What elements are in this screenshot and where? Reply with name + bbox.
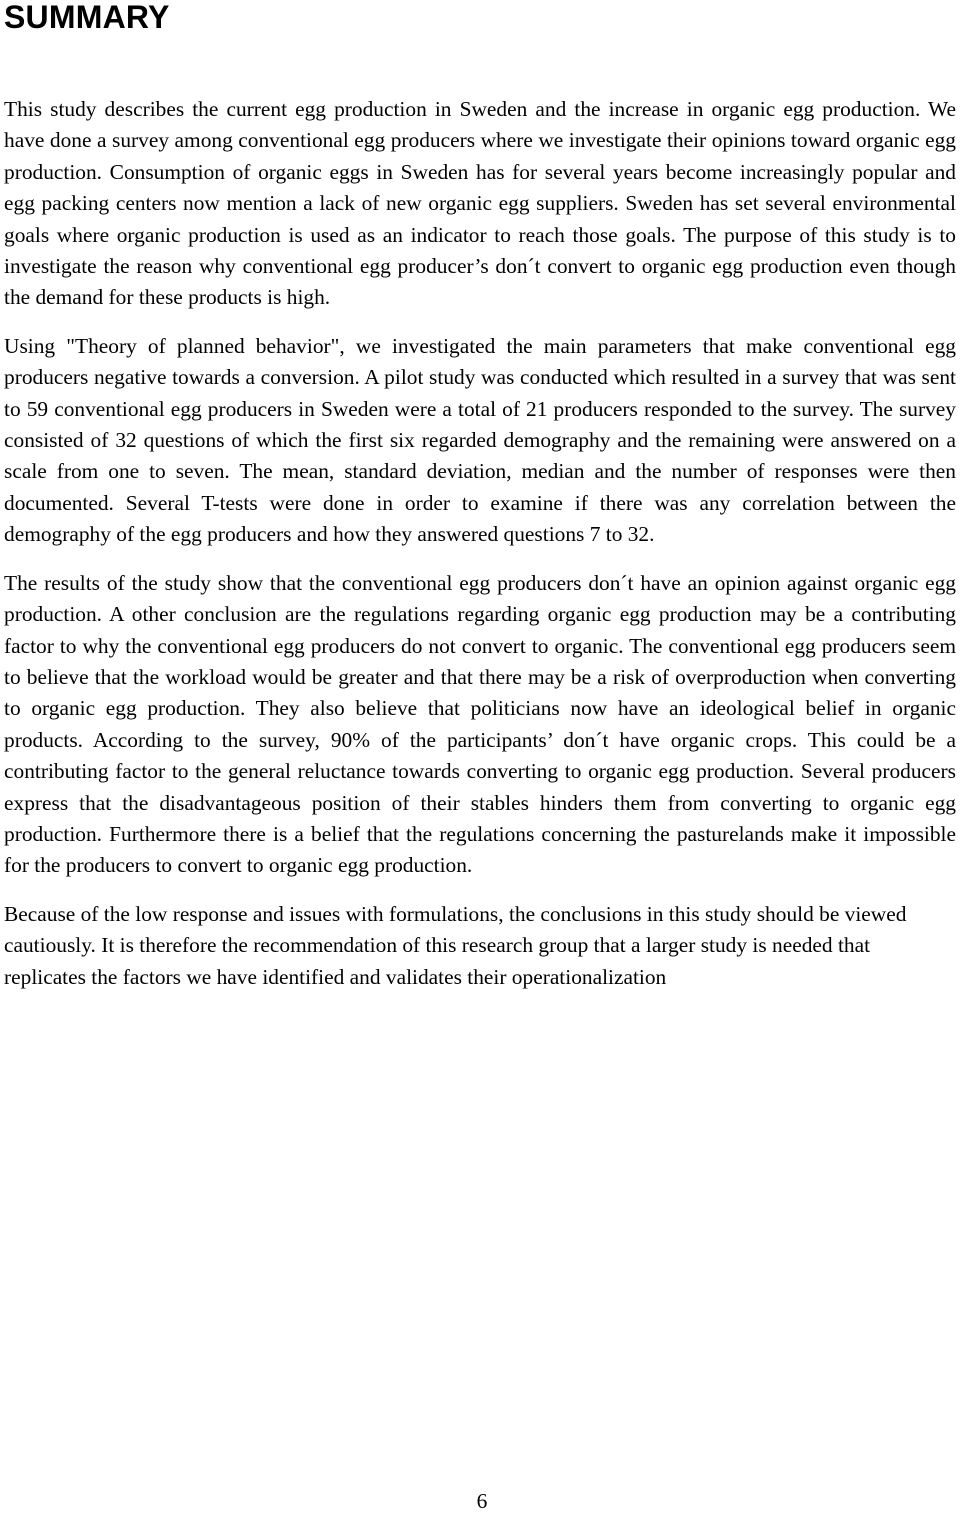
page-number: 6 bbox=[476, 1489, 488, 1513]
paragraph-method: Using "Theory of planned behavior", we investigated the main parameters that make conventional egg producers negative towards a conversion. A pilot study was conducted which resulted in a survey that was sent to 59 conventional egg producers in Sweden were a total of 21 producers responded to the survey. The survey consisted of 32 questions of which the first six regarded demography and the remaining were answered on a scale from one to seven. The mean, standard deviation, median and the number of responses were then documented. Several T-tests were done in order to examine if there was any correlation between the demography of the egg producers and how they answered questions 7 to 32. bbox=[4, 333, 956, 547]
paragraph-results: The results of the study show that the conventional egg producers don´t have an opinion against organic egg production. A other conclusion are the regulations regarding organic egg production may be a contributing factor to why the conventional egg producers do not convert to organic. The conventional egg producers seem to believe that the workload would be greater and that there may be a risk of overproduction when converting to organic egg production. They also believe that politicians now have an ideological belief in organic products. According to the survey, 90% of the participants’ don´t have organic crops. This could be a contributing factor to the general reluctance towards converting to organic egg production. Several producers express that the disadvantageous position of their stables hinders them from converting to organic egg production. Furthermore there is a belief that the regulations concerning the pasturelands make it impossible for the producers to convert to organic egg production. bbox=[4, 570, 956, 878]
summary-heading: SUMMARY bbox=[4, 0, 170, 35]
paragraph-introduction: This study describes the current egg production in Sweden and the increase in organic egg production. We have done a survey among conventional egg producers where we investigate their opinions toward organic egg production. Consumption of organic eggs in Sweden has for several years become increasingly popular and egg packing centers now mention a lack of new organic egg suppliers. Sweden has set several environmental goals where organic production is used as an indicator to reach those goals. The purpose of this study is to investigate the reason why conventional egg producer’s don´t convert to organic egg production even though the demand for these products is high. bbox=[4, 97, 956, 310]
summary-body bbox=[4, 94, 956, 1010]
paragraph-conclusion: Because of the low response and issues with formulations, the conclusions in this study should be viewed cautiously. It is therefore the recommendation of this research group that a larger study is needed that replicates the factors we have identified and validates their operationalization bbox=[4, 901, 907, 989]
